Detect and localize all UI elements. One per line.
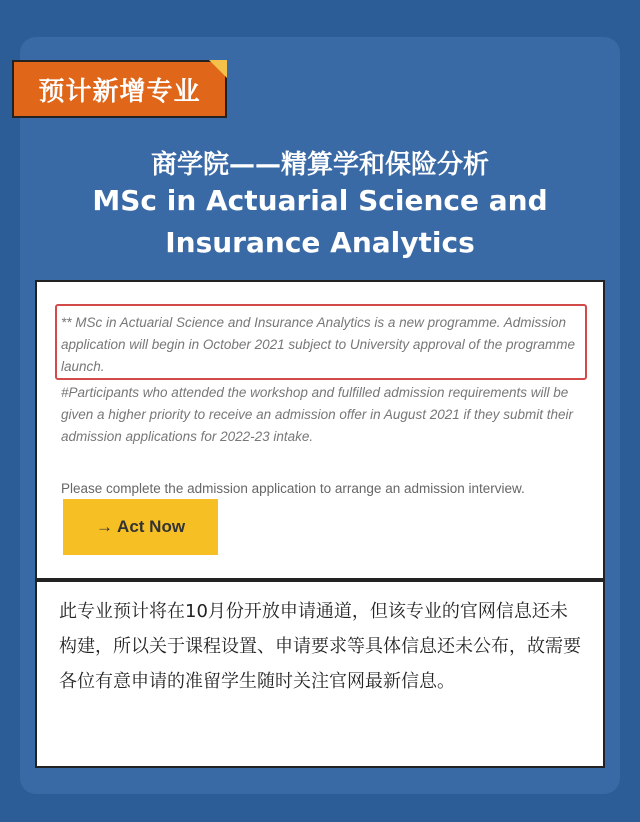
application-note: Please complete the admission application to arrange an admission interview. [61,481,525,496]
section-tag-label: 预计新增专业 [38,76,201,107]
title-english-line2: Insurance Analytics [165,226,475,259]
tag-corner-decoration [209,60,227,78]
description-text: 此专业预计将在10月份开放申请通道，但该专业的官网信息还未构建，所以关于课程设置、申请要求等具体信息还未公布，故需要各位有意申请的准留学生随时关注官网最新信息。 [59,601,581,692]
embedded-screenshot [35,280,605,580]
act-now-button[interactable]: → Act Now [63,499,218,555]
description-box [35,580,605,768]
title-english-line1: MSc in Actuarial Science and [92,184,548,217]
title-chinese: 商学院——精算学和保险分析 [150,150,489,180]
section-tag [12,60,227,118]
participant-note: #Participants who attended the workshop and fulfilled admission requirements will be given a higher priority to receive an admission offer in August 2021 if they submit their admission applications for 2022-23 intake. [61,385,574,444]
programme-note: ** MSc in Actuarial Science and Insurance Analytics is a new programme. Admission application will begin in October 2021 subject to University approval of the programme launch. [61,315,576,374]
